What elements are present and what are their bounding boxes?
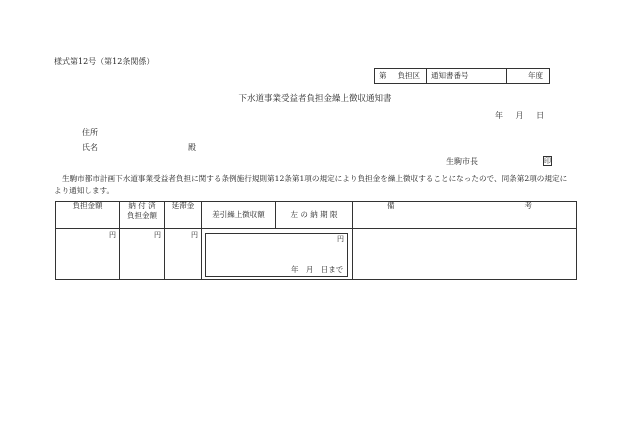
remarks-header [353,202,577,229]
form-number: 様式第12号（第12条関係） [54,57,155,66]
deducted-inner-box [205,233,348,277]
dai-label: 第 [379,71,387,81]
deducted-deadline-cell [202,229,353,280]
late-fee-header: 延滞金 [165,202,202,229]
notice-number-label: 通知書番号 [427,69,507,83]
honorific: 殿 [188,143,196,152]
deadline-header-group [202,202,353,229]
paid-amount-cell [120,229,165,280]
remarks-label-2: 考 [524,201,533,210]
burden-amount-cell [56,229,120,280]
yen-unit: 円 [154,231,161,239]
paid-amount-header [120,202,165,229]
body-text: 生駒市都市計画下水道事業受益者負担に関する条例施行規則第12条第1項の規定により負担金を繰上徴収することになったので、同条第2項の規定により通知します。 [54,174,568,195]
deadline-header: 左 の 納 期 限 [290,210,338,220]
deadline-until: 年 月 日まで [291,265,344,274]
name-label: 氏名 [82,143,98,152]
remarks-label-1: 備 [387,201,395,210]
fiscal-year-label: 年度 [528,71,543,81]
remarks-cell [353,229,577,280]
deducted-header: 差引繰上徴収額 [202,202,276,228]
address-label: 住所 [82,128,98,137]
document-title: 下水道事業受益者負担金繰上徴収通知書 [238,94,392,104]
seal-box: 印 [544,156,551,165]
paid-header-line2: 負担金額 [127,210,157,220]
date-line: 年 月 日 [495,111,545,120]
late-fee-cell [165,229,202,280]
burden-district-label: 負担区 [397,71,420,81]
table-header-row [56,202,577,229]
district-cell [375,69,427,83]
burden-amount-header: 負担金額 [56,202,120,229]
yen-unit: 円 [109,231,116,239]
header-box [374,68,550,84]
paid-header-line1: 納 付 済 [128,201,156,210]
table-data-row [56,229,577,280]
yen-unit: 円 [337,235,344,243]
amount-table [55,201,577,280]
yen-unit: 円 [191,231,198,239]
issuer: 生駒市長 [446,157,478,166]
